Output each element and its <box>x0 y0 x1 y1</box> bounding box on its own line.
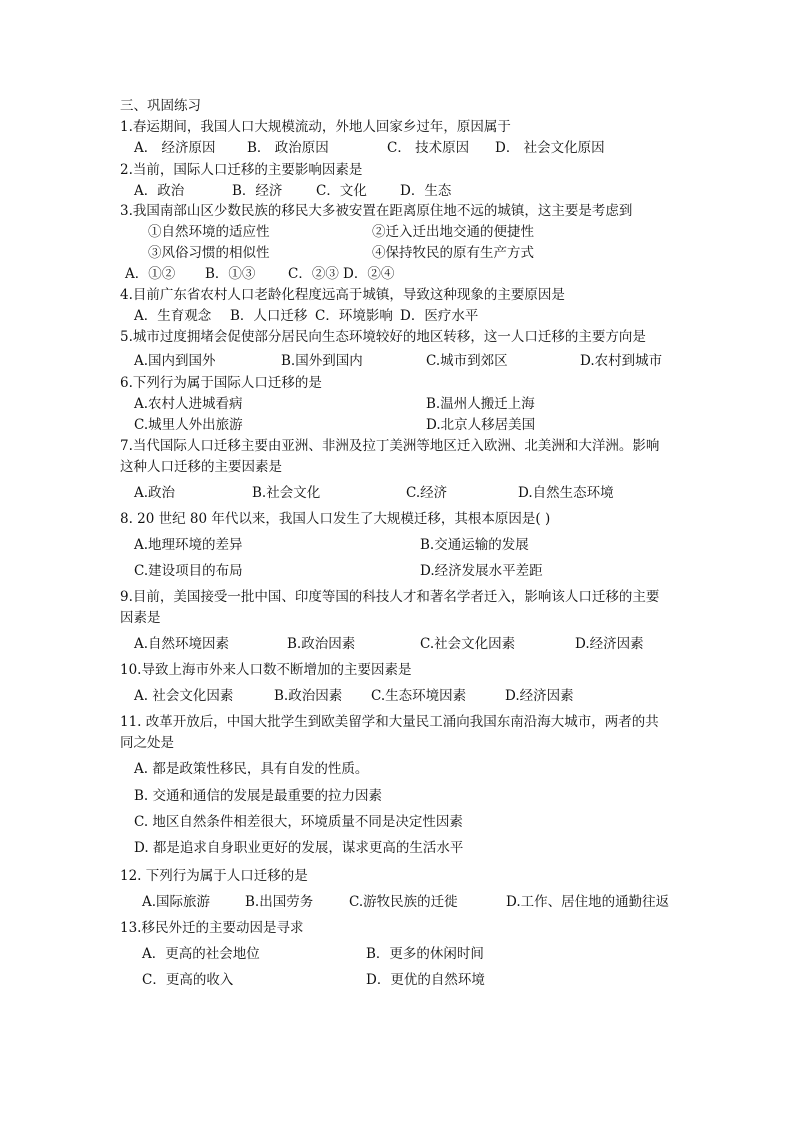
q9-option-a: A.自然环境因素 <box>134 636 230 652</box>
q1-option-c: C． 技术原因 <box>387 140 470 156</box>
q3-item-4: ④保持牧民的原有生产方式 <box>372 245 534 261</box>
q7-option-a: A.政治 <box>134 485 176 501</box>
q12-option-d: D.工作、居住地的通勤往返 <box>506 894 670 910</box>
q6-option-a: A.农村人进城看病 <box>134 396 243 412</box>
q7-option-b: B.社会文化 <box>252 485 321 501</box>
q5-option-a: A.国内到国外 <box>134 353 216 369</box>
question-10-stem: 10.导致上海市外来人口数不断增加的主要因素是 <box>120 662 412 678</box>
q4-option-d: D．医疗水平 <box>400 308 479 324</box>
q9-option-d: D.经济因素 <box>575 636 644 652</box>
q6-option-d: D.北京人移居美国 <box>426 417 536 433</box>
q1-option-b: B． 政治原因 <box>247 140 329 156</box>
q13-option-c: C．更高的收入 <box>142 972 234 988</box>
q2-option-c: C．文化 <box>316 183 367 199</box>
question-7-stem-line1: 7.当代国际人口迁移主要由亚洲、非洲及拉丁美洲等地区迁入欧洲、北美洲和大洋洲。影响 <box>120 438 660 454</box>
q2-option-b: B．经济 <box>232 183 283 199</box>
question-6-stem: 6.下列行为属于国际人口迁移的是 <box>120 375 322 391</box>
q3-option-c: C．②③ <box>288 266 339 282</box>
q3-option-a: A．①② <box>125 266 176 282</box>
q12-option-c: C.游牧民族的迁徙 <box>349 894 458 910</box>
q9-option-c: C.社会文化因素 <box>420 636 516 652</box>
q6-option-c: C.城里人外出旅游 <box>134 417 243 433</box>
q4-option-a: A．生育观念 <box>134 308 212 324</box>
q4-option-c: C．环境影响 <box>315 308 393 324</box>
question-5-stem: 5.城市过度拥堵会促使部分居民向生态环境较好的地区转移，这一人口迁移的主要方向是 <box>120 329 646 345</box>
q12-option-b: B.出国劳务 <box>245 894 314 910</box>
question-9-stem-line1: 9.目前，美国接受一批中国、印度等国的科技人才和著名学者迁入，影响该人口迁移的主要 <box>120 589 660 605</box>
q8-option-a: A.地理环境的差异 <box>134 537 243 553</box>
q6-option-b: B.温州人搬迁上海 <box>426 396 535 412</box>
q8-option-c: C.建设项目的布局 <box>134 563 243 579</box>
q11-option-d: D. 都是追求自身职业更好的发展，谋求更高的生活水平 <box>134 840 464 856</box>
q1-option-d: D． 社会文化原因 <box>495 140 605 156</box>
q11-option-b: B. 交通和通信的发展是最重要的拉力因素 <box>134 788 383 804</box>
q10-option-a: A. 社会文化因素 <box>134 688 234 704</box>
question-9-stem-line2: 因素是 <box>120 610 161 626</box>
q10-option-b: B.政治因素 <box>274 688 343 704</box>
question-3-stem: 3.我国南部山区少数民族的移民大多被安置在距离原住地不远的城镇，这主要是考虑到 <box>120 203 633 219</box>
q3-option-b: B．①③ <box>205 266 256 282</box>
q5-option-d: D.农村到城市 <box>580 353 663 369</box>
q7-option-c: C.经济 <box>406 485 448 501</box>
q3-item-3: ③风俗习惯的相似性 <box>148 245 270 261</box>
question-12-stem: 12. 下列行为属于人口迁移的是 <box>120 868 308 884</box>
question-2-stem: 2.当前，国际人口迁移的主要影响因素是 <box>120 162 363 178</box>
q12-option-a: A.国际旅游 <box>142 894 211 910</box>
question-13-stem: 13.移民外迁的主要动因是寻求 <box>120 920 304 936</box>
q3-option-d: D．②④ <box>343 266 395 282</box>
q2-option-d: D．生态 <box>400 183 452 199</box>
q3-item-2: ②迁入迁出地交通的便捷性 <box>372 224 534 240</box>
question-4-stem: 4.目前广东省农村人口老龄化程度远高于城镇，导致这种现象的主要原因是 <box>120 287 565 303</box>
q5-option-c: C.城市到郊区 <box>426 353 508 369</box>
q2-option-a: A．政治 <box>134 183 185 199</box>
q7-option-d: D.自然生态环境 <box>518 485 614 501</box>
q4-option-b: B．人口迁移 <box>230 308 308 324</box>
question-11-stem-line2: 同之处是 <box>120 735 174 751</box>
q3-item-1: ①自然环境的适应性 <box>148 224 270 240</box>
q9-option-b: B.政治因素 <box>287 636 356 652</box>
q8-option-d: D.经济发展水平差距 <box>420 563 543 579</box>
question-7-stem-line2: 这种人口迁移的主要因素是 <box>120 459 282 475</box>
q10-option-c: C.生态环境因素 <box>371 688 467 704</box>
question-1-stem: 1.春运期间，我国人口大规模流动，外地人回家乡过年，原因属于 <box>120 119 511 135</box>
q11-option-a: A. 都是政策性移民，具有自发的性质。 <box>134 761 369 777</box>
section-title: 三、巩固练习 <box>120 98 201 114</box>
q11-option-c: C. 地区自然条件相差很大，环境质量不同是决定性因素 <box>134 814 463 830</box>
q8-option-b: B.交通运输的发展 <box>420 537 529 553</box>
q13-option-d: D．更优的自然环境 <box>366 972 485 988</box>
q13-option-a: A．更高的社会地位 <box>142 946 260 962</box>
question-11-stem-line1: 11. 改革开放后，中国大批学生到欧美留学和大量民工涌向我国东南沿海大城市，两者的共 <box>120 714 659 730</box>
q10-option-d: D.经济因素 <box>505 688 574 704</box>
q1-option-a: A． 经济原因 <box>134 140 216 156</box>
q13-option-b: B．更多的休闲时间 <box>366 946 484 962</box>
question-8-stem: 8. 20 世纪 80 年代以来，我国人口发生了大规模迁移，其根本原因是( ) <box>120 511 551 527</box>
q5-option-b: B.国外到国内 <box>281 353 363 369</box>
